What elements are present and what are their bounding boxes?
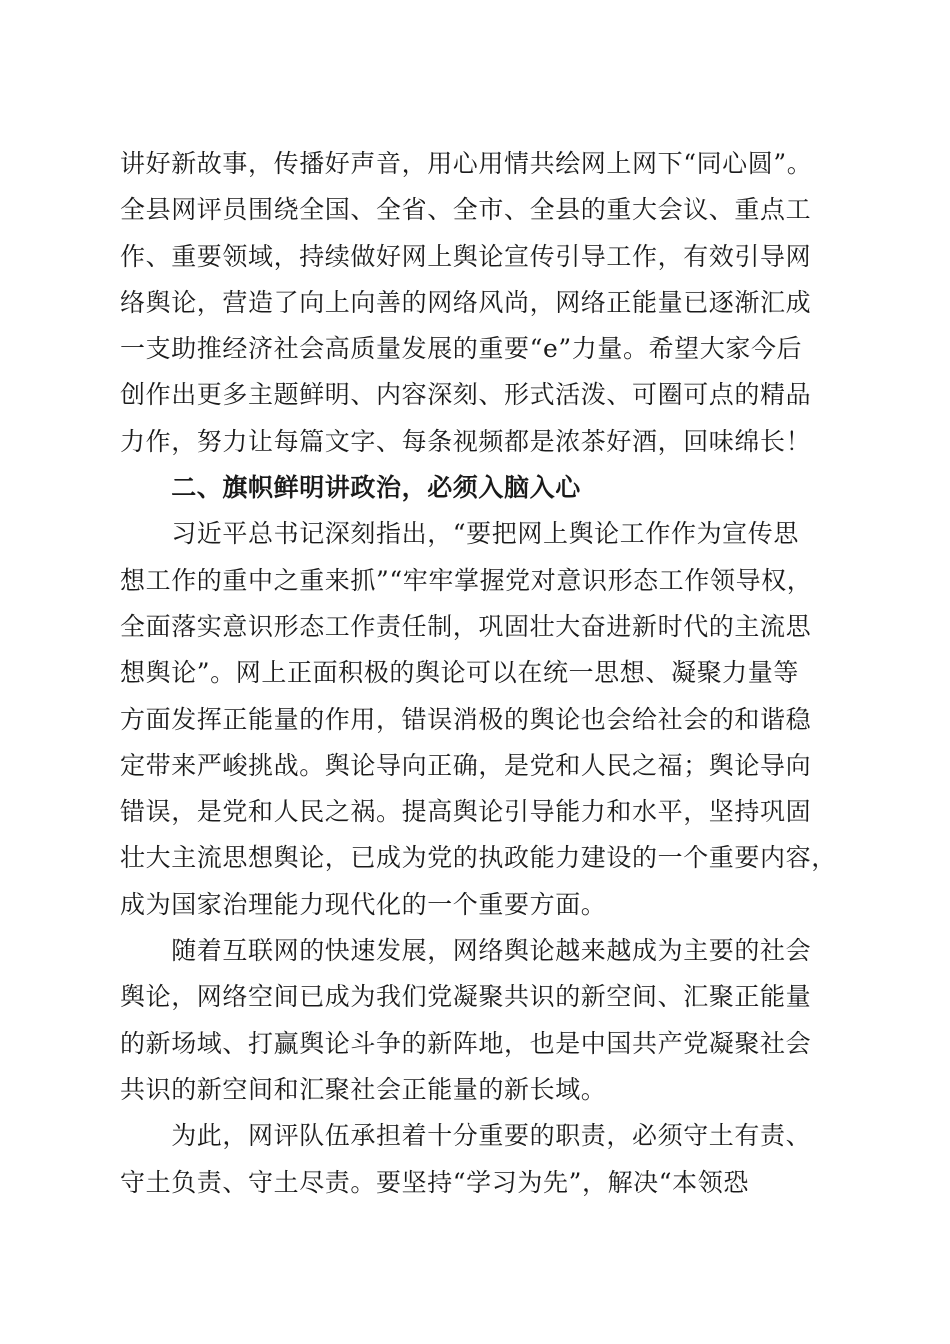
text-line: 想工作的重中之重来抓”“牢牢掌握党对意识形态工作领导权， bbox=[120, 565, 813, 595]
text-line: 讲好新故事，传播好声音，用心用情共绘网上网下“同心圆”。 bbox=[120, 149, 813, 178]
text-line: 全面落实意识形态工作责任制，巩固壮大奋进新时代的主流思 bbox=[120, 611, 812, 641]
text-line: 力作，努力让每篇文字、每条视频都是浓茶好酒，回味绵长！ bbox=[120, 426, 812, 456]
text-line: 的新场域、打赢舆论斗争的新阵地，也是中国共产党凝聚社会 bbox=[120, 1028, 812, 1058]
text-line: 习近平总书记深刻指出，“要把网上舆论工作作为宣传思 bbox=[120, 519, 799, 549]
text-line: 舆论，网络空间已成为我们党凝聚共识的新空间、汇聚正能量 bbox=[120, 982, 812, 1012]
text-line: 成为国家治理能力现代化的一个重要方面。 bbox=[120, 889, 607, 919]
text-line: 一支助推经济社会高质量发展的重要“e”力量。希望大家今后 bbox=[120, 334, 803, 364]
text-line: 守土负责、守土尽责。要坚持“学习为先”，解决“本领恐 bbox=[120, 1167, 749, 1197]
text-line: 为此，网评队伍承担着十分重要的职责，必须守土有责、 bbox=[120, 1121, 812, 1151]
text-line: 壮大主流思想舆论，已成为党的执政能力建设的一个重要内容， bbox=[120, 843, 837, 873]
document-body bbox=[120, 141, 840, 1206]
text-line: 创作出更多主题鲜明、内容深刻、形式活泼、可圈可点的精品 bbox=[120, 380, 812, 410]
text-line: 想舆论”。网上正面积极的舆论可以在统一思想、凝聚力量等 bbox=[120, 658, 799, 688]
text-line: 共识的新空间和汇聚社会正能量的新长域。 bbox=[120, 1074, 607, 1104]
text-line: 方面发挥正能量的作用，错误消极的舆论也会给社会的和谐稳 bbox=[120, 704, 812, 734]
text-line: 络舆论，营造了向上向善的网络风尚，网络正能量已逐渐汇成 bbox=[120, 287, 812, 317]
text-line: 定带来严峻挑战。舆论导向正确，是党和人民之福；舆论导向 bbox=[120, 750, 812, 780]
text-line: 全县网评员围绕全国、全省、全市、全县的重大会议、重点工 bbox=[120, 195, 812, 225]
text-line: 错误，是党和人民之祸。提高舆论引导能力和水平，坚持巩固 bbox=[120, 797, 812, 827]
section-heading: 二、旗帜鲜明讲政治，必须入脑入心 bbox=[120, 473, 581, 503]
text-line: 随着互联网的快速发展，网络舆论越来越成为主要的社会 bbox=[120, 936, 812, 966]
text-line: 作、重要领域，持续做好网上舆论宣传引导工作，有效引导网 bbox=[120, 241, 812, 271]
